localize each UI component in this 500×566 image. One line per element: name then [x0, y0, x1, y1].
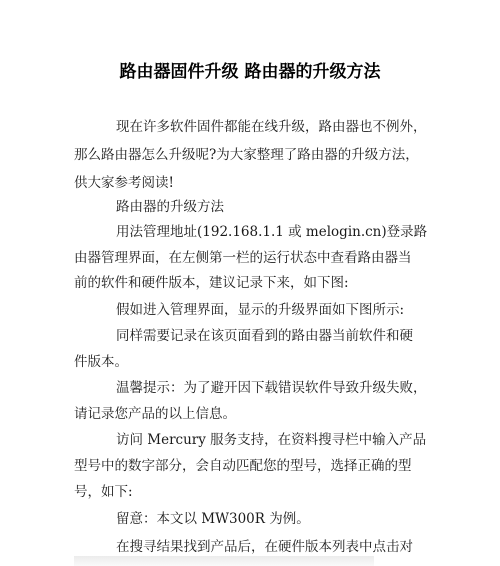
paragraph-line: 前的软件和硬件版本，建议记录下来，如下图:: [74, 275, 349, 291]
tip-line: 请记录您产品的以上信息。: [74, 406, 236, 422]
paragraph-line: 那么路由器怎么升级呢?为大家整理了路由器的升级方法，: [74, 147, 419, 163]
paragraph-line: 型号中的数字部分，会自动匹配您的型号，选择正确的型: [74, 458, 412, 474]
page-cutoff-edge: [74, 556, 374, 566]
paragraph-line: 件版本。: [74, 354, 128, 370]
paragraph-line: 供大家参考阅读!: [74, 175, 174, 191]
paragraph-line: 访问 Mercury 服务支持，在资料搜寻栏中输入产品: [116, 432, 427, 448]
paragraph-line: 现在许多软件固件都能在线升级，路由器也不例外，: [116, 119, 427, 135]
section-heading: 路由器的升级方法: [116, 199, 224, 215]
paragraph-line: 用法管理地址(192.168.1.1 或 melogin.cn)登录路: [116, 224, 428, 240]
note-line: 留意：本文以 MW300R 为例。: [116, 511, 310, 527]
paragraph-line: 由器管理界面，在左侧第一栏的运行状态中查看路由器当: [74, 250, 412, 266]
paragraph-line: 号，如下:: [74, 484, 133, 500]
paragraph-line: 在搜寻结果找到产品后，在硬件版本列表中点击对: [116, 539, 413, 555]
paragraph-line: 同样需要记录在该页面看到的路由器当前软件和硬: [116, 328, 413, 344]
tip-line: 温馨提示：为了避开因下载错误软件导致升级失败，: [116, 380, 427, 396]
document-title: 路由器固件升级 路由器的升级方法: [119, 62, 381, 82]
paragraph-line: 假如进入管理界面，显示的升级界面如下图所示:: [116, 302, 405, 318]
